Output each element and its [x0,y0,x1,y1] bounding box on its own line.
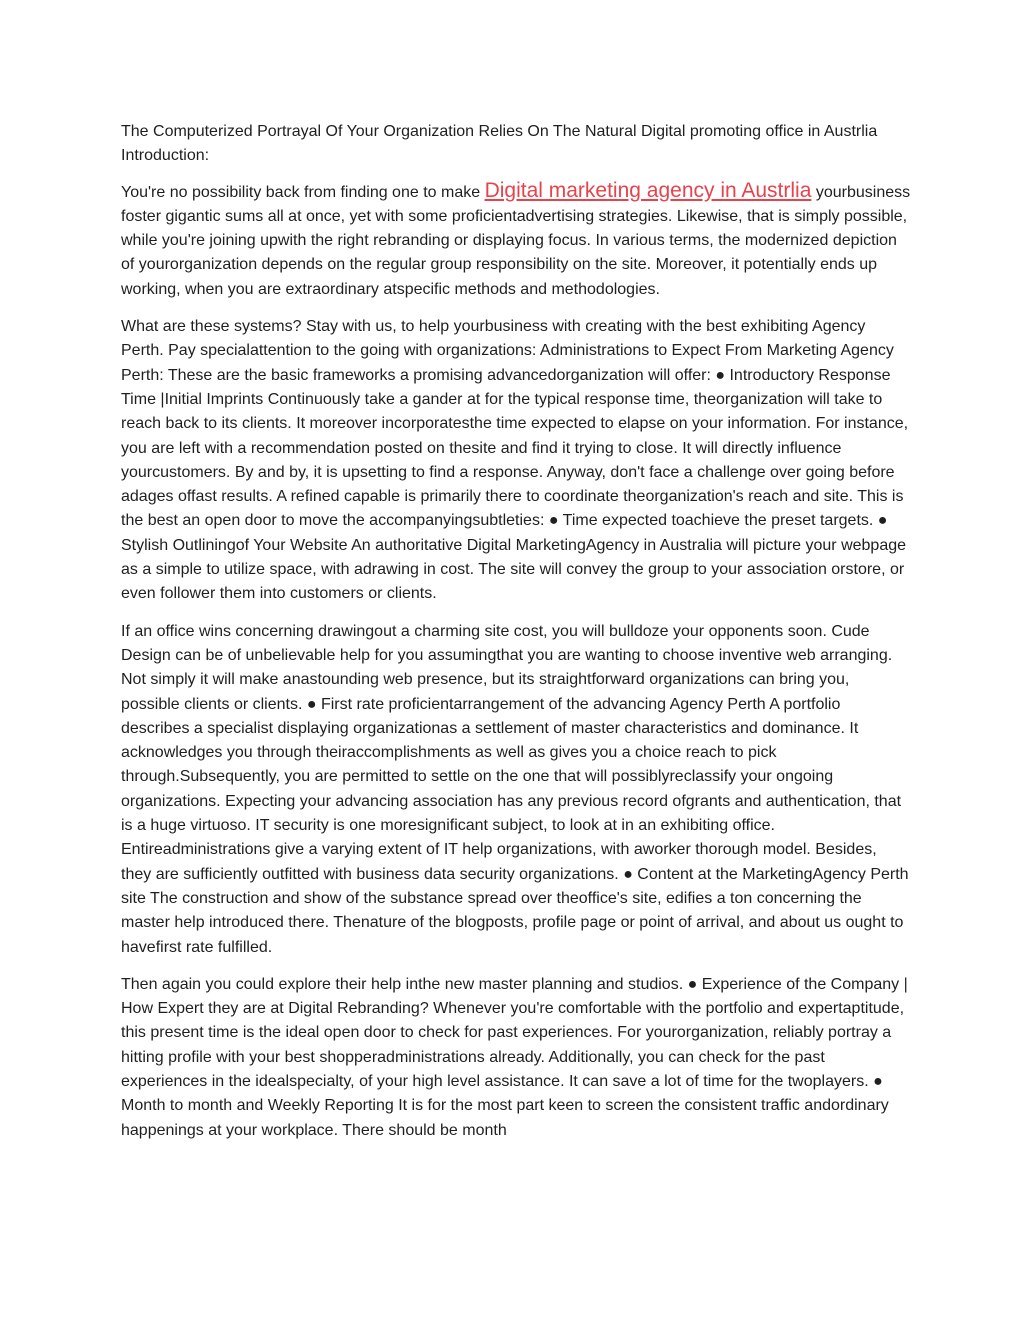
paragraph-3: If an office wins concerning drawingout a charming site cost, you will bulldoze your opponents soon. Cude Design can be of unbelievable help for you assumingthat you are wanting to choose inventive web arranging. Not simply it will make anastounding web presence, but its straightforward organizations can bring you, possible clients or clients. ● First rate proficientarrangement of the advancing Agency Perth A portfolio describes a specialist displaying organizationas a settlement of master characteristics and dominance. It acknowledges you through theiraccomplishments as well as gives you a choice reach to pick through.Subsequently, you are permitted to settle on the one that will possiblyreclassify your ongoing organizations. Expecting your advancing association has any previous record ofgrants and authentication, that is a huge virtuoso. IT security is one moresignificant subject, to look at in an exhibiting office. Entireadministrations give a varying extent of IT help organizations, with aworker thorough model. Besides, they are sufficiently outfitted with business data security organizations. ● Content at the MarketingAgency Perth site The construction and show of the substance spread over theoffice's site, edifies a ton concerning the master help introduced there. Thenature of the blogposts, profile page or point of arrival, and about us ought to havefirst rate fulfilled. [121,622,909,956]
digital-marketing-agency-link[interactable]: Digital marketing agency in Austrlia [484,178,812,202]
paragraph-1-lead: You're no possibility back from finding one to make [121,183,485,201]
paragraph-2: What are these systems? Stay with us, to help yourbusiness with creating with the best exhibiting Agency Perth. Pay specialattention to the going with organizations: Administrations to Expect From Marketing Agency Perth: These are the basic frameworks a promising advancedorganization will offer: ● Introductory Response Time |Initial Imprints Continuously take a gander at for the typical response time, theorganization will take to reach back to its clients. It moreover incorporatesthe time expected to elapse on your information. For instance, you are left with a recommendation posted on thesite and find it trying to close. It will directly influence yourcustomers. By and by, it is upsetting to find a response. Anyway, don't face a challenge over going before adages offast results. A refined capable is primarily there to coordinate theorganization's reach and site. This is the best an open door to move the accompanyingsubtleties: ● Time expected toachieve the preset targets. ● Stylish Outliningof Your Website An authoritative Digital MarketingAgency in Australia will picture your webpage as a simple to utilize space, with adrawing in cost. The site will convey the group to your association orstore, or even follower them into customers or clients. [121,318,909,603]
paragraph-1-rest: yourbusiness foster gigantic sums all at once, yet with some proficientadvertising strategies. Likewise, that is simply possible, while you're joining upwith the right rebranding or displaying focus. In various terms, the modernized depiction of yourorganization depends on the regular group responsibility on the site. Moreover, it potentially ends up working, when you are extraordinary atspecific methods and methodologies. [121,183,911,298]
document-page [121,120,911,1156]
paragraph-4: Then again you could explore their help inthe new master planning and studios. ● Experience of the Company | How Expert they are at Digital Rebranding? Whenever you're comfortable with the portfolio and expertaptitude, this present time is the ideal open door to check for past experiences. For yourorganization, reliably portray a hitting profile with your best shopperadministrations already. Additionally, you can check for the past experiences in the idealspecialty, of your high level assistance. It can save a lot of time for the twoplayers. ● Month to month and Weekly Reporting It is for the most part keen to screen the consistent traffic andordinary happenings at your workplace. There should be month [121,975,908,1139]
paragraph-1 [121,179,911,302]
intro-heading: The Computerized Portrayal Of Your Organization Relies On The Natural Digital promoting office in Austrlia Introduction: [121,123,878,165]
